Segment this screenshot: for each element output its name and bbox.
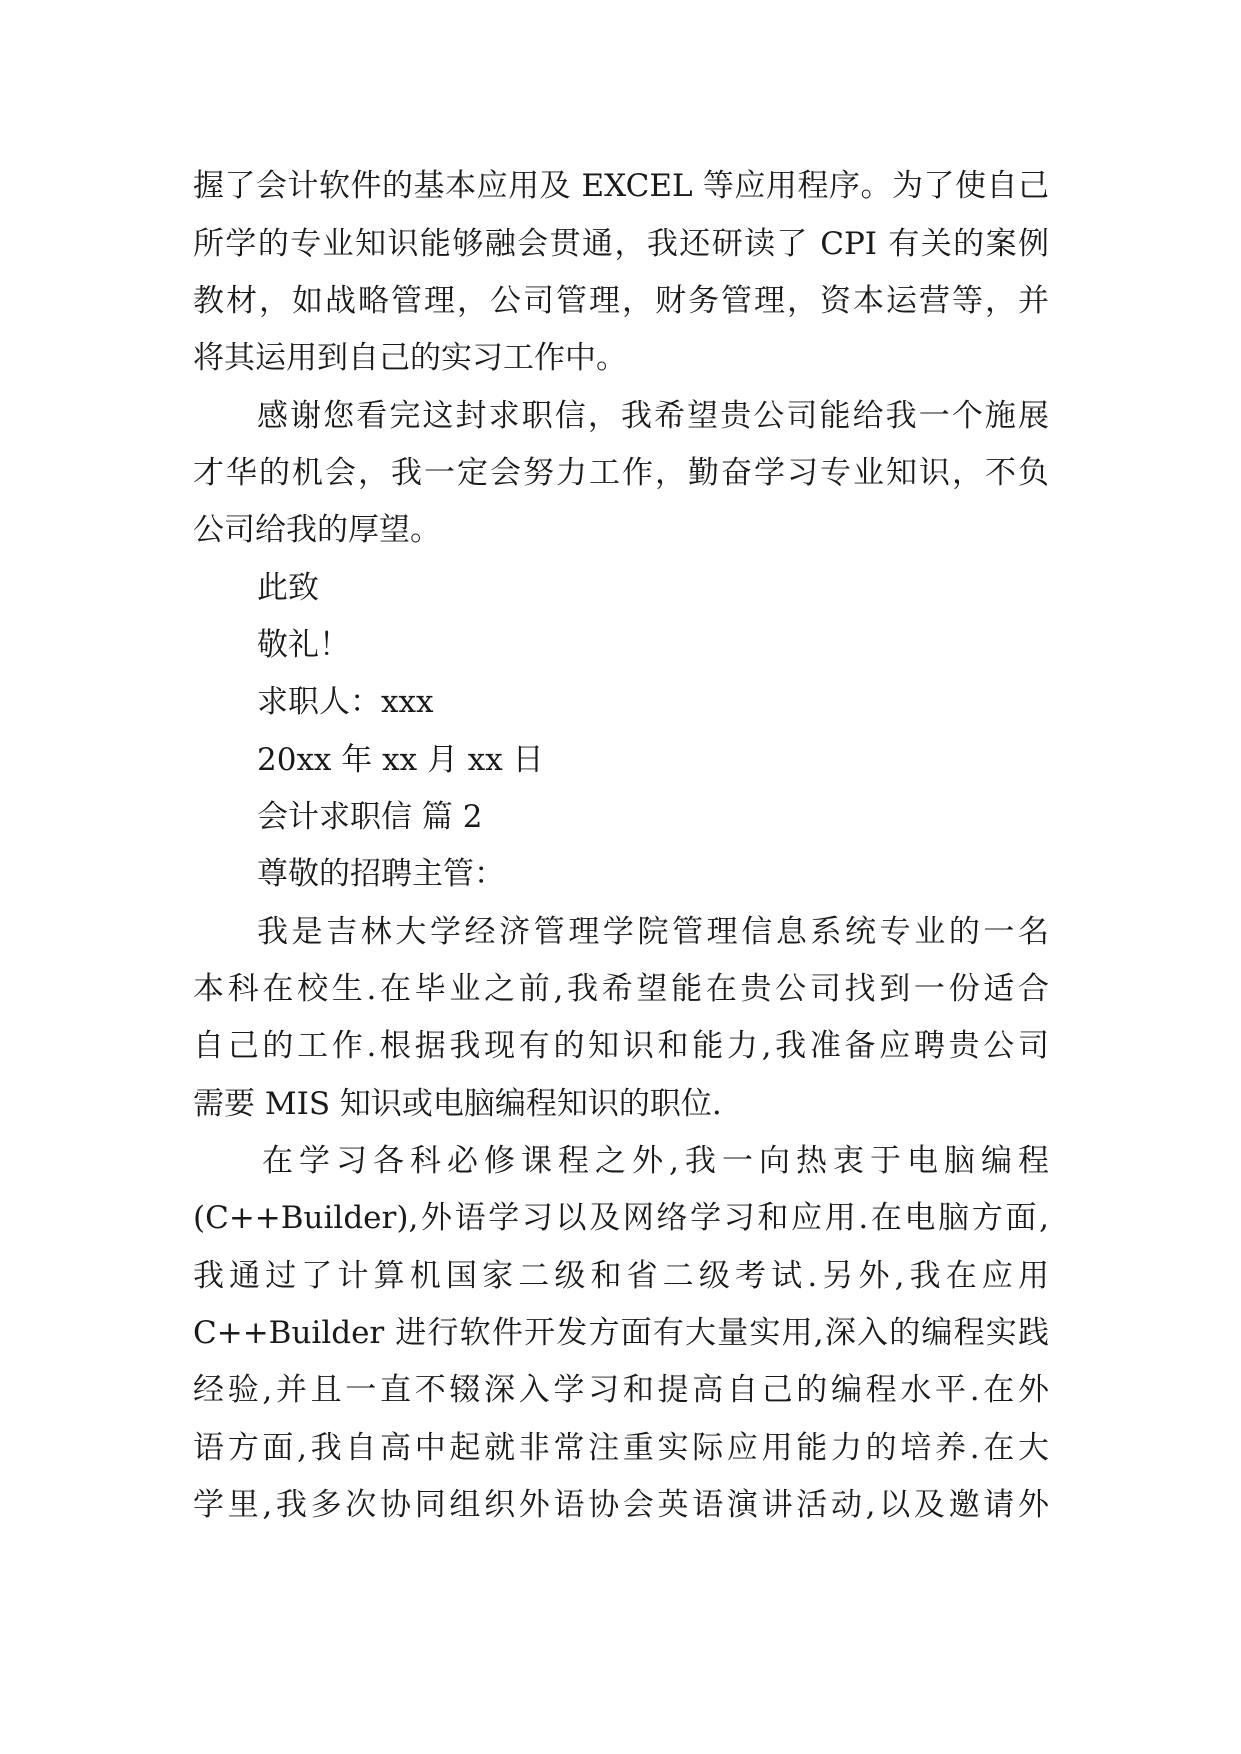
paragraph-line: 我是吉林大学经济管理学院管理信息系统专业的一名 — [257, 914, 1049, 950]
signature-line: 求职人：xxx — [257, 684, 434, 720]
paragraph-line: 我通过了计算机国家二级和省二级考试.另外,我在应用 — [193, 1258, 1049, 1294]
paragraph-line: 本科在校生.在毕业之前,我希望能在贵公司找到一份适合 — [193, 971, 1049, 1007]
paragraph-line: 语方面,我自高中起就非常注重实际应用能力的培养.在大 — [193, 1430, 1049, 1466]
section-heading: 会计求职信 篇 2 — [257, 799, 483, 835]
paragraph-line: (C++Builder),外语学习以及网络学习和应用.在电脑方面, — [193, 1200, 1049, 1236]
paragraph-line: 经验,并且一直不辍深入学习和提高自己的编程水平.在外 — [193, 1372, 1049, 1408]
date-line: 20xx 年 xx 月 xx 日 — [257, 742, 544, 778]
paragraph-line: 感谢您看完这封求职信，我希望贵公司能给我一个施展 — [257, 398, 1049, 434]
greeting-line: 尊敬的招聘主管： — [257, 856, 505, 892]
salutation-line: 敬礼！ — [257, 627, 350, 663]
paragraph-line: 公司给我的厚望。 — [193, 512, 441, 548]
paragraph-line: C++Builder 进行软件开发方面有大量实用,深入的编程实践 — [193, 1315, 1049, 1351]
paragraph-line: 自己的工作.根据我现有的知识和能力,我准备应聘贵公司 — [193, 1028, 1049, 1064]
paragraph-line: 所学的专业知识能够融会贯通，我还研读了 CPI 有关的案例 — [193, 226, 1049, 262]
closing-line: 此致 — [257, 570, 319, 606]
paragraph-line: 才华的机会，我一定会努力工作，勤奋学习专业知识，不负 — [193, 455, 1049, 491]
paragraph-line: 将其运用到自己的实习工作中。 — [193, 340, 627, 376]
paragraph-line: 学里,我多次协同组织外语协会英语演讲活动,以及邀请外 — [193, 1487, 1049, 1523]
paragraph-line: 需要 MIS 知识或电脑编程知识的职位. — [193, 1086, 722, 1122]
paragraph-line: 教材，如战略管理，公司管理，财务管理，资本运营等，并 — [193, 283, 1049, 319]
paragraph-line: 在学习各科必修课程之外,我一向热衷于电脑编程 — [262, 1143, 1049, 1179]
paragraph-line: 握了会计软件的基本应用及 EXCEL 等应用程序。为了使自己 — [193, 168, 1049, 204]
